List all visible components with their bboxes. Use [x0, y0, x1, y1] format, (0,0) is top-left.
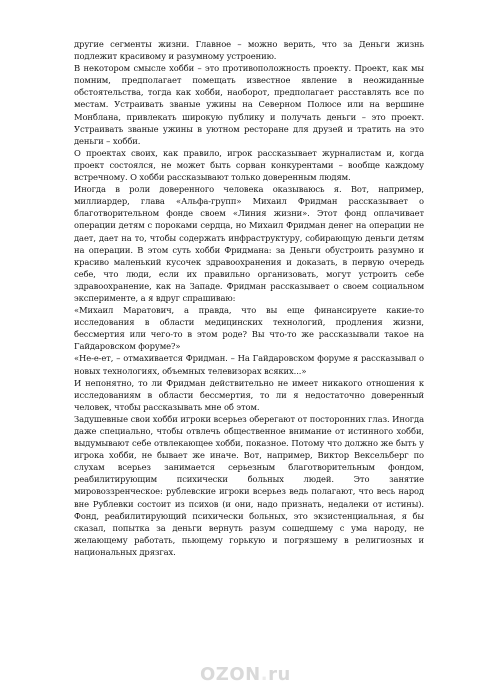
paragraph-1: другие сегменты жизни. Главное – можно верить, что за Деньги жизнь подлежит красивому и разумному устроению.	[74, 39, 424, 62]
paragraph-4: Иногда в роли доверенного человека оказываюсь я. Вот, например, миллиардер, глава «Альфа-групп» Михаил Фридман рассказывает о благотворительном фонде своем «Линия жизни». Этот фонд оплачивает операции детям с пороками сердца, но Михаил Фридман денег на операции не дает, дает на то, чтобы содержать инфраструктуру, собирающую деньги детям на операции. В этом суть хобби Фридмана: за Деньги обустроить разумно и красиво маленький кусочек здравоохранения и доказать, в первую очередь себе, что люди, если их правильно организовать, могут устроить себе здравоохранение, как на Западе. Фридман рассказывает о своем социальном эксперименте, а я вдруг спрашиваю:	[74, 184, 424, 303]
document-body	[74, 38, 424, 558]
watermark-dot: .	[260, 664, 269, 685]
paragraph-7: И непонятно, то ли Фридман действительно не имеет никакого отношения к исследованиям в области бессмертия, то ли я недостаточно доверенный человек, чтобы рассказывать мне об этом.	[74, 377, 424, 412]
quote-question: «Михаил Маратович, а правда, что вы еще финансируете какие-то исследования в области медицинских технологий, продления жизни, бессмертия или чего-то в этом роде? Вы что-то же рассказывали такое на Гайдаровском форуме?»	[74, 305, 424, 352]
paragraph-3: О проектах своих, как правило, игрок рассказывает журналистам и, когда проект состоялся, не может быть сорван конкурентами – вообще каждому встречному. О хобби рассказывают только доверенным людям.	[74, 147, 424, 183]
ozon-watermark	[200, 664, 291, 685]
watermark-suffix: ru	[268, 664, 291, 685]
quote-answer: «Не-е-ет, – отмахивается Фридман. – На Гайдаровском форуме я рассказывал о новых технологиях, объемных телевизорах всяких...»	[74, 353, 424, 376]
paragraph-8: Задушевные свои хобби игроки всерьез оберегают от посторонних глаз. Иногда даже специально, чтобы отвлечь общественное внимание от истинного хобби, выдумывают себе отвлекающее хобби, показное. Потому что должно же быть у игрока хобби, не бывает же иначе. Вот, например, Виктор Вексельберг по слухам всерьез занимается серьезным благотворительным фондом, реабилитирующим психически больных людей. Это занятие мировоззренческое: рублевские игроки всерьез ведь полагают, что весь народ вне Рублевки состоит из психов (и они, надо признать, недалеки от истины). Фонд, реабилитирующий психически больных, это экзистенциальная, я бы сказал, попытка за деньги вернуть разум сошедшему с ума народу, не желающему работать, пьющему горькую и погрязшему в религиозных и национальных дрязгах.	[74, 413, 424, 557]
watermark-brand: OZON	[200, 664, 261, 685]
paragraph-2: В некотором смысле хобби – это противоположность проекту. Проект, как мы помним, предполагает помещать известное явление в неожиданные обстоятельства, тогда как хобби, наоборот, предполагает расставлять все по местам. Устраивать званые ужины на Северном Полюсе или на вершине Монблана, привлекать широкую публику и получать деньги – это проект. Устраивать званые ужины в уютном ресторане для друзей и тратить на это деньги – хобби.	[74, 63, 424, 146]
